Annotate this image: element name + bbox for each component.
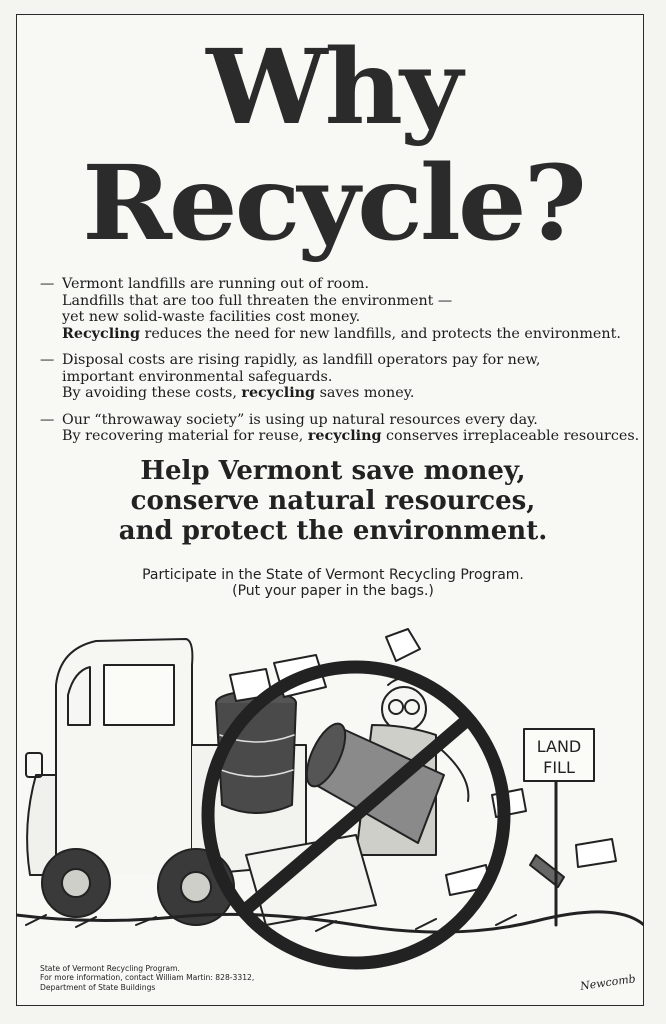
reason-line — [62, 369, 640, 386]
call-line-1: Help Vermont save money, — [140, 456, 526, 486]
reason-text: yet new solid-waste facilities cost money. — [62, 309, 361, 325]
reason-text: Disposal costs are rising rapidly, as landfill operators pay for new, — [62, 352, 541, 368]
reasons-list — [40, 276, 640, 455]
reason-line — [62, 276, 640, 293]
reason-text: By recovering material for reuse, — [62, 428, 308, 444]
poster-title-recycle: Recycle? — [82, 144, 584, 264]
barrel — [216, 703, 296, 813]
reason-text: reduces the need for new landfills, and protects the environment. — [139, 325, 621, 342]
participate-note — [0, 567, 666, 599]
footer-line-3: Department of State Buildings — [40, 982, 156, 992]
poster-title-why: Why — [206, 28, 460, 148]
reason-text: Vermont landfills are running out of room. — [62, 276, 369, 292]
participate-line-2: (Put your paper in the bags.) — [232, 583, 434, 599]
participate-line-1: Participate in the State of Vermont Recycling Program. — [142, 567, 524, 583]
footer-line-1: State of Vermont Recycling Program. — [40, 964, 180, 973]
artist-signature: Newcomb — [579, 972, 637, 993]
reason-text: By avoiding these costs, — [62, 385, 242, 401]
reason-line — [62, 385, 640, 402]
reason-text: conserves irreplaceable resources. — [381, 428, 640, 444]
reason-dash: — — [40, 411, 55, 428]
reason-item — [40, 276, 640, 342]
footer-line-2: For more information, contact William Martin: 828-3312, — [40, 973, 255, 983]
reason-text: saves money. — [315, 385, 415, 401]
reason-line — [62, 412, 640, 429]
reason-text: Our “throwaway society” is using up natural resources every day. — [62, 411, 538, 428]
truck-window — [104, 665, 174, 725]
footer-contact — [40, 964, 254, 992]
reason-emphasis: Recycling — [62, 325, 140, 342]
reason-line — [62, 326, 640, 343]
reason-item — [40, 412, 640, 445]
reason-item — [40, 352, 640, 402]
reason-dash: — — [40, 276, 55, 292]
call-line-2: conserve natural resources, — [130, 486, 536, 516]
reason-dash: — — [40, 352, 55, 368]
reason-line — [62, 428, 640, 445]
call-to-action — [0, 456, 666, 546]
reason-text: important environmental safeguards. — [62, 368, 333, 385]
sign-text-land: LAND — [536, 737, 582, 756]
call-line-3: and protect the environment. — [118, 516, 548, 546]
reason-line — [62, 309, 640, 326]
no-dumping-cartoon-icon — [16, 625, 644, 970]
sign-text-fill: FILL — [543, 758, 575, 777]
reason-emphasis: recycling — [241, 385, 316, 401]
reason-emphasis: recycling — [307, 428, 382, 444]
reason-text: Landfills that are too full threaten the environment — — [62, 292, 453, 309]
reason-line — [62, 293, 640, 310]
reason-line — [62, 352, 640, 369]
